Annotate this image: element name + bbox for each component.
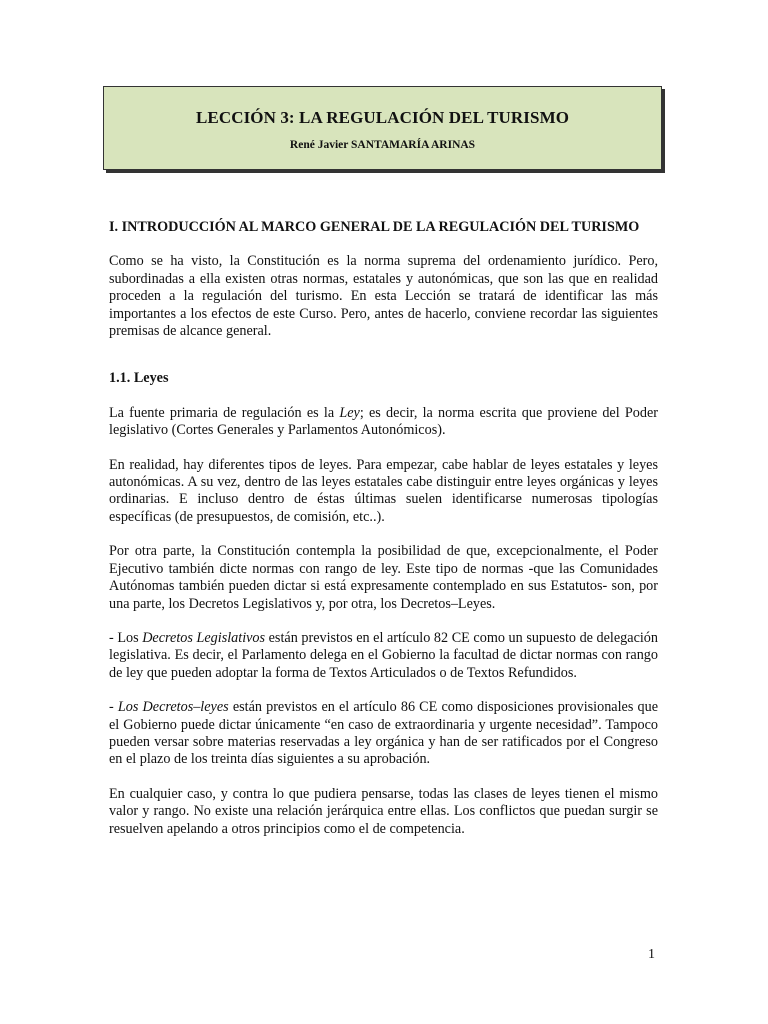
lesson-title: LECCIÓN 3: LA REGULACIÓN DEL TURISMO bbox=[195, 108, 570, 127]
lesson-title-box bbox=[103, 86, 662, 170]
author-name: René Javier SANTAMARÍA ARINAS bbox=[289, 139, 476, 151]
subsection-heading-leyes: 1.1. Leyes bbox=[109, 370, 169, 387]
paragraph-poder-ejecutivo: Por otra parte, la Constitución contempla la posibilidad de que, excepcionalmente, el Poder Ejecutivo también dicte normas con rango de ley. Este tipo de normas -que las Comunidades Autónomas también pueden dictar si está expresamente contemplado en sus Estatutos- son, por una parte, los Decretos Legislativos y, por otra, los Decretos–Leyes. bbox=[109, 543, 658, 612]
document-body bbox=[109, 219, 658, 838]
section-heading-introduccion: I. INTRODUCCIÓN AL MARCO GENERAL DE LA REGULACIÓN DEL TURISMO bbox=[109, 219, 640, 235]
paragraph-tipos-leyes: En realidad, hay diferentes tipos de leyes. Para empezar, cabe hablar de leyes estatales y leyes autonómicas. A su vez, dentro de las leyes estatales cabe distinguir entre leyes orgánicas y leyes ordinarias. E incluso dentro de éstas últimas suelen identificarse numerosas tipologías específicas (de presupuestos, de comisión, etc..). bbox=[109, 456, 658, 525]
intro-paragraph: Como se ha visto, la Constitución es la norma suprema del ordenamiento jurídico. Pero, subordinadas a ella existen otras normas, estatales y autonómicas, que son las que en realidad proceden a la regulación del turismo. En esta Lección se tratará de identificar las más importantes a los efectos de este Curso. Pero, antes de hacerlo, conviene recordar las siguientes premisas de alcance general. bbox=[109, 253, 658, 340]
paragraph-conclusion: En cualquier caso, y contra lo que pudiera pensarse, todas las clases de leyes tienen el mismo valor y rango. No existe una relación jerárquica entre ellas. Los conflictos que puedan surgir se resuelven apelando a otros principios como el de competencia. bbox=[109, 785, 658, 837]
paragraph-fuente-primaria: La fuente primaria de regulación es la Ley; es decir, la norma escrita que proviene del Poder legislativo (Cortes Generales y Parlamentos Autonómicos). bbox=[109, 404, 658, 439]
paragraph-decretos-legislativos: - Los Decretos Legislativos están previstos en el artículo 82 CE como un supuesto de delegación legislativa. Es decir, el Parlamento delega en el Gobierno la facultad de dictar normas con rango de ley que pueden adoptar la forma de Textos Articulados o de Textos Refundidos. bbox=[109, 629, 658, 681]
page-number: 1 bbox=[648, 947, 655, 962]
paragraph-decretos-leyes: - Los Decretos–leyes están previstos en el artículo 86 CE como disposiciones provisionales que el Gobierno puede dictar únicamente “en caso de extraordinaria y urgente necesidad”. Tampoco pueden versar sobre materias reservadas a ley orgánica y han de ser ratificados por el Congreso en el plazo de los treinta días siguientes a su aprobación. bbox=[109, 699, 658, 768]
